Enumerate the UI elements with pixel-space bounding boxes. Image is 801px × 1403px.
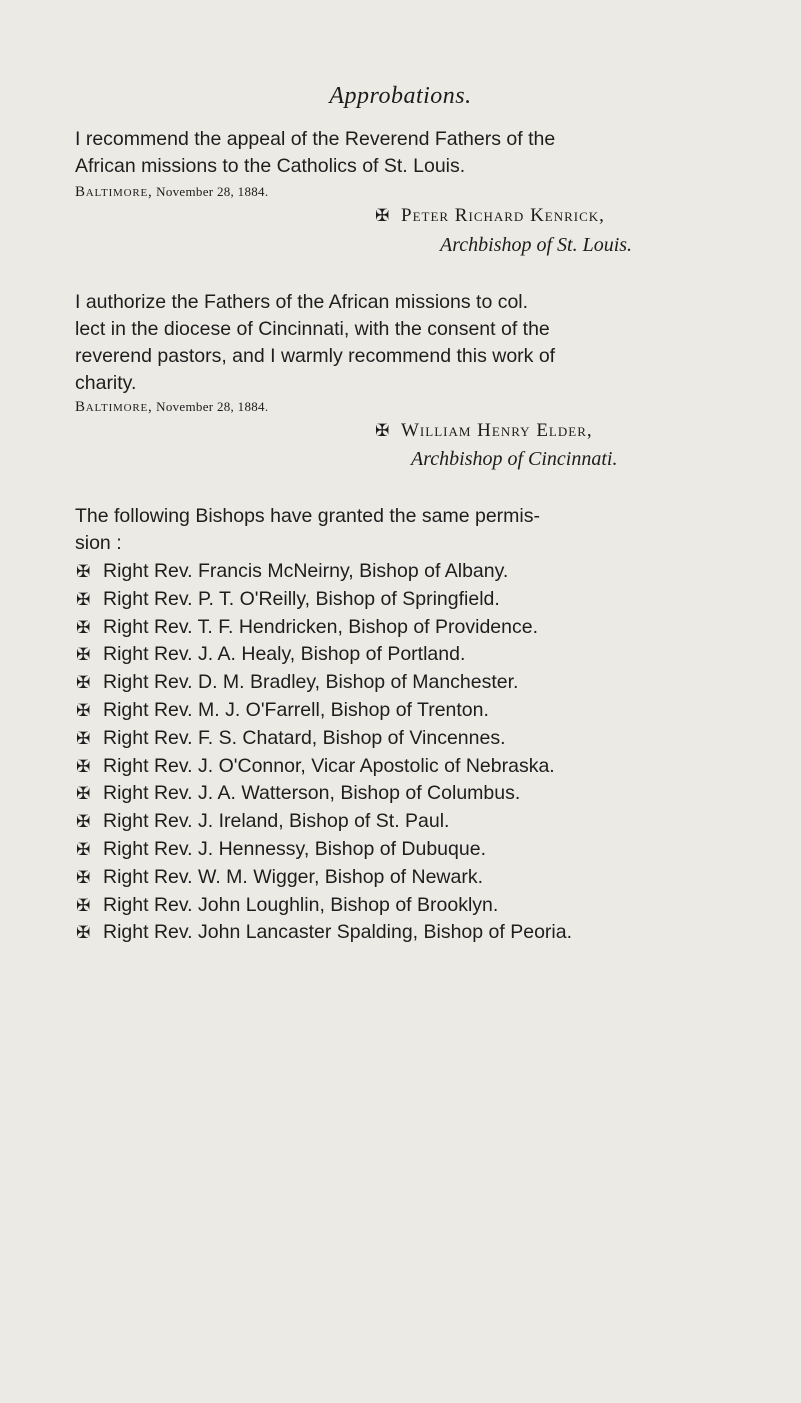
cross-icon: ✠ bbox=[76, 923, 91, 944]
cross-icon: ✠ bbox=[76, 645, 91, 666]
cross-icon: ✠ bbox=[76, 839, 91, 860]
text-line: charity. bbox=[75, 372, 137, 394]
cross-icon: ✠ bbox=[76, 617, 91, 638]
approbation-2-dateline bbox=[75, 399, 268, 416]
bishop-list-item bbox=[76, 864, 572, 892]
bishop-list-item bbox=[76, 641, 572, 669]
dateline-place: Baltimore, bbox=[75, 184, 153, 200]
cross-icon: ✠ bbox=[76, 589, 91, 610]
dateline-date: November 28, 1884. bbox=[156, 399, 269, 414]
bishop-entry-text: Right Rev. J. Ireland, Bishop of St. Paul. bbox=[103, 810, 450, 833]
bishop-entry-text: Right Rev. J. A. Watterson, Bishop of Columbus. bbox=[103, 782, 521, 805]
bishop-entry-text: Right Rev. P. T. O'Reilly, Bishop of Springfield. bbox=[103, 587, 500, 610]
bishop-entry-text: Right Rev. Francis McNeirny, Bishop of Albany. bbox=[103, 560, 509, 582]
cross-icon: ✠ bbox=[76, 673, 91, 694]
bishop-list-item bbox=[76, 586, 572, 614]
dateline-place: Baltimore, bbox=[75, 399, 153, 415]
approbation-2-signer bbox=[375, 420, 593, 442]
bishop-list-item bbox=[76, 836, 572, 864]
text-line: sion : bbox=[75, 532, 122, 554]
cross-icon: ✠ bbox=[76, 728, 91, 749]
bishop-entry-text: Right Rev. John Loughlin, Bishop of Brooklyn. bbox=[103, 893, 499, 916]
cross-icon: ✠ bbox=[76, 562, 91, 582]
bishop-list-item bbox=[76, 892, 572, 920]
cross-icon: ✠ bbox=[76, 867, 91, 888]
text-line: I authorize the Fathers of the African missions to col. bbox=[75, 291, 529, 313]
bishop-list-item bbox=[76, 558, 572, 586]
text-line: lect in the diocese of Cincinnati, with the consent of the bbox=[75, 318, 550, 340]
approbation-1-text bbox=[75, 126, 743, 180]
approbation-1-signer bbox=[375, 205, 605, 227]
text-line: I recommend the appeal of the Reverend Fathers of the bbox=[75, 128, 556, 150]
bishop-list-item bbox=[76, 808, 572, 836]
bishop-entry-text: Right Rev. M. J. O'Farrell, Bishop of Trenton. bbox=[103, 698, 489, 721]
cross-icon: ✠ bbox=[76, 756, 91, 777]
cross-icon: ✠ bbox=[76, 700, 91, 721]
bishop-entry-text: Right Rev. D. M. Bradley, Bishop of Manchester. bbox=[103, 671, 519, 694]
bishop-entry-text: Right Rev. J. Hennessy, Bishop of Dubuque. bbox=[103, 837, 486, 860]
cross-icon: ✠ bbox=[375, 206, 391, 226]
bishop-list bbox=[76, 558, 572, 947]
cross-icon: ✠ bbox=[76, 784, 91, 805]
signer-name: Peter Richard Kenrick, bbox=[401, 205, 605, 226]
bishop-entry-text: Right Rev. John Lancaster Spalding, Bishop of Peoria. bbox=[103, 921, 572, 944]
dateline-date: November 28, 1884. bbox=[156, 184, 269, 199]
cross-icon: ✠ bbox=[375, 421, 391, 441]
text-line: The following Bishops have granted the same permis- bbox=[75, 505, 540, 527]
approbation-1-dateline bbox=[75, 184, 268, 201]
bishops-intro bbox=[75, 503, 743, 557]
bishop-entry-text: Right Rev. T. F. Hendricken, Bishop of Providence. bbox=[103, 615, 538, 638]
approbation-2-office: Archbishop of Cincinnati. bbox=[411, 448, 618, 470]
approbation-1-office: Archbishop of St. Louis. bbox=[440, 234, 633, 256]
bishop-entry-text: Right Rev. W. M. Wigger, Bishop of Newark. bbox=[103, 865, 484, 888]
signer-name: William Henry Elder, bbox=[401, 420, 593, 441]
bishop-entry-text: Right Rev. J. O'Connor, Vicar Apostolic of Nebraska. bbox=[103, 754, 555, 777]
cross-icon: ✠ bbox=[76, 895, 91, 916]
cross-icon: ✠ bbox=[76, 812, 91, 833]
bishop-list-item bbox=[76, 780, 572, 808]
bishop-list-item bbox=[76, 697, 572, 725]
bishop-list-item bbox=[76, 919, 572, 947]
bishop-list-item bbox=[76, 725, 572, 753]
bishop-list-item bbox=[76, 753, 572, 781]
bishop-entry-text: Right Rev. J. A. Healy, Bishop of Portland. bbox=[103, 643, 466, 666]
approbation-2-text bbox=[75, 289, 743, 397]
text-line: African missions to the Catholics of St. Louis. bbox=[75, 155, 466, 177]
text-line: reverend pastors, and I warmly recommend this work of bbox=[75, 345, 556, 367]
page-title: Approbations. bbox=[329, 83, 472, 109]
bishop-list-item bbox=[76, 669, 572, 697]
bishop-entry-text: Right Rev. F. S. Chatard, Bishop of Vincennes. bbox=[103, 726, 506, 749]
bishop-list-item bbox=[76, 614, 572, 642]
